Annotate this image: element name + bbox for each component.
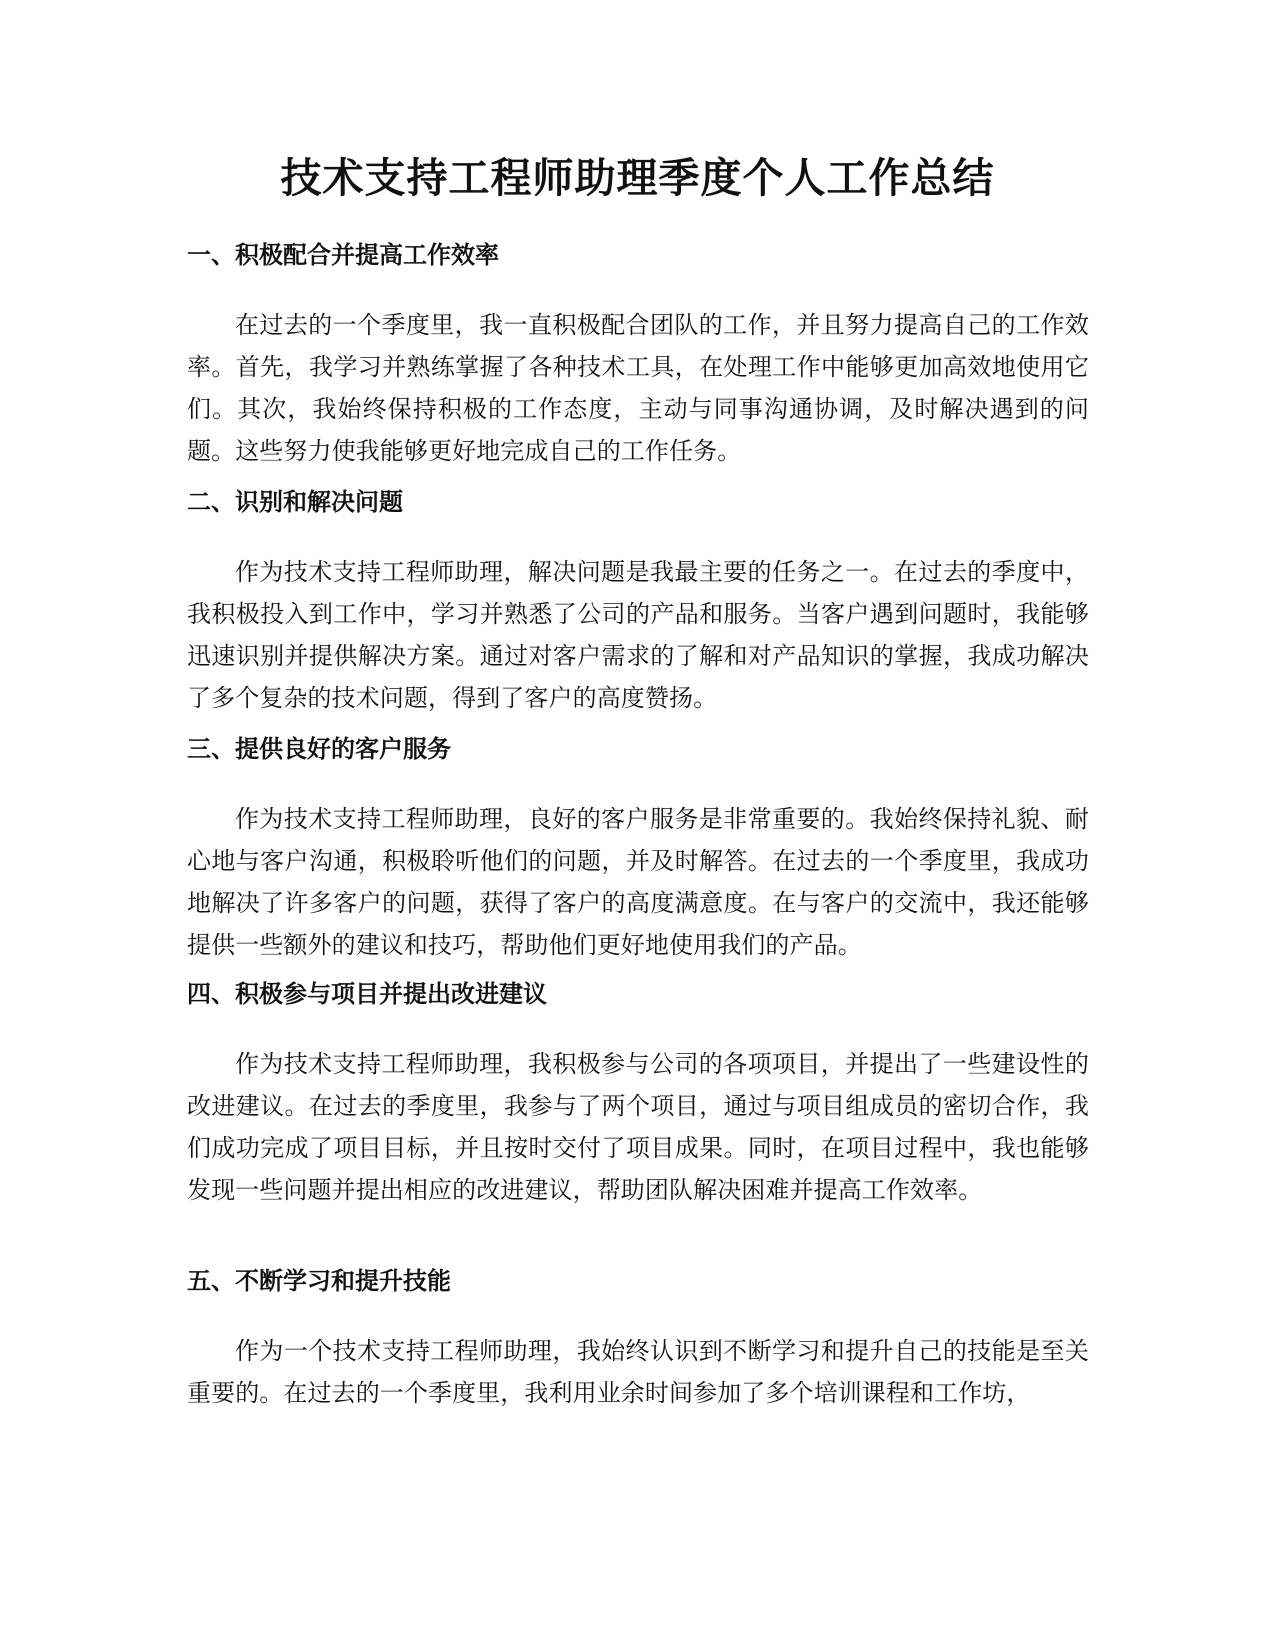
section-paragraph: 作为一个技术支持工程师助理，我始终认识到不断学习和提升自己的技能是至关重要的。在过去的一个季度里，我利用业余时间参加了多个培训课程和工作坊， (187, 1337, 1089, 1407)
section-paragraph: 在过去的一个季度里，我一直积极配合团队的工作，并且努力提高自己的工作效率。首先，我学习并熟练掌握了各种技术工具，在处理工作中能够更加高效地使用它们。其次，我始终保持积极的工作态度，主动与同事沟通协调，及时解决遇到的问题。这些努力使我能够更好地完成自己的工作任务。 (187, 311, 1089, 465)
section-problem-solving (187, 487, 1089, 719)
section-heading: 五、不断学习和提升技能 (187, 1267, 451, 1295)
section-heading: 一、积极配合并提高工作效率 (187, 241, 499, 269)
section-customer-service (187, 734, 1089, 966)
section-efficiency (187, 240, 1089, 472)
section-paragraph: 作为技术支持工程师助理，解决问题是我最主要的任务之一。在过去的季度中，我积极投入到工作中，学习并熟悉了公司的产品和服务。当客户遇到问题时，我能够迅速识别并提供解决方案。通过对客户需求的了解和对产品知识的掌握，我成功解决了多个复杂的技术问题，得到了客户的高度赞扬。 (187, 558, 1089, 712)
section-heading: 三、提供良好的客户服务 (187, 735, 451, 763)
document-title: 技术支持工程师助理季度个人工作总结 (280, 154, 995, 202)
section-heading: 四、积极参与项目并提出改进建议 (187, 980, 547, 1008)
section-paragraph: 作为技术支持工程师助理，我积极参与公司的各项项目，并提出了一些建设性的改进建议。在过去的季度里，我参与了两个项目，通过与项目组成员的密切合作，我们成功完成了项目目标，并且按时交付了项目成果。同时，在项目过程中，我也能够发现一些问题并提出相应的改进建议，帮助团队解决困难并提高工作效率。 (187, 1050, 1089, 1204)
section-projects (187, 979, 1089, 1211)
section-paragraph: 作为技术支持工程师助理，良好的客户服务是非常重要的。我始终保持礼貌、耐心地与客户沟通，积极聆听他们的问题，并及时解答。在过去的一个季度里，我成功地解决了许多客户的问题，获得了客户的高度满意度。在与客户的交流中，我还能够提供一些额外的建议和技巧，帮助他们更好地使用我们的产品。 (187, 805, 1089, 959)
section-learning (187, 1266, 1089, 1414)
section-heading: 二、识别和解决问题 (187, 488, 403, 516)
